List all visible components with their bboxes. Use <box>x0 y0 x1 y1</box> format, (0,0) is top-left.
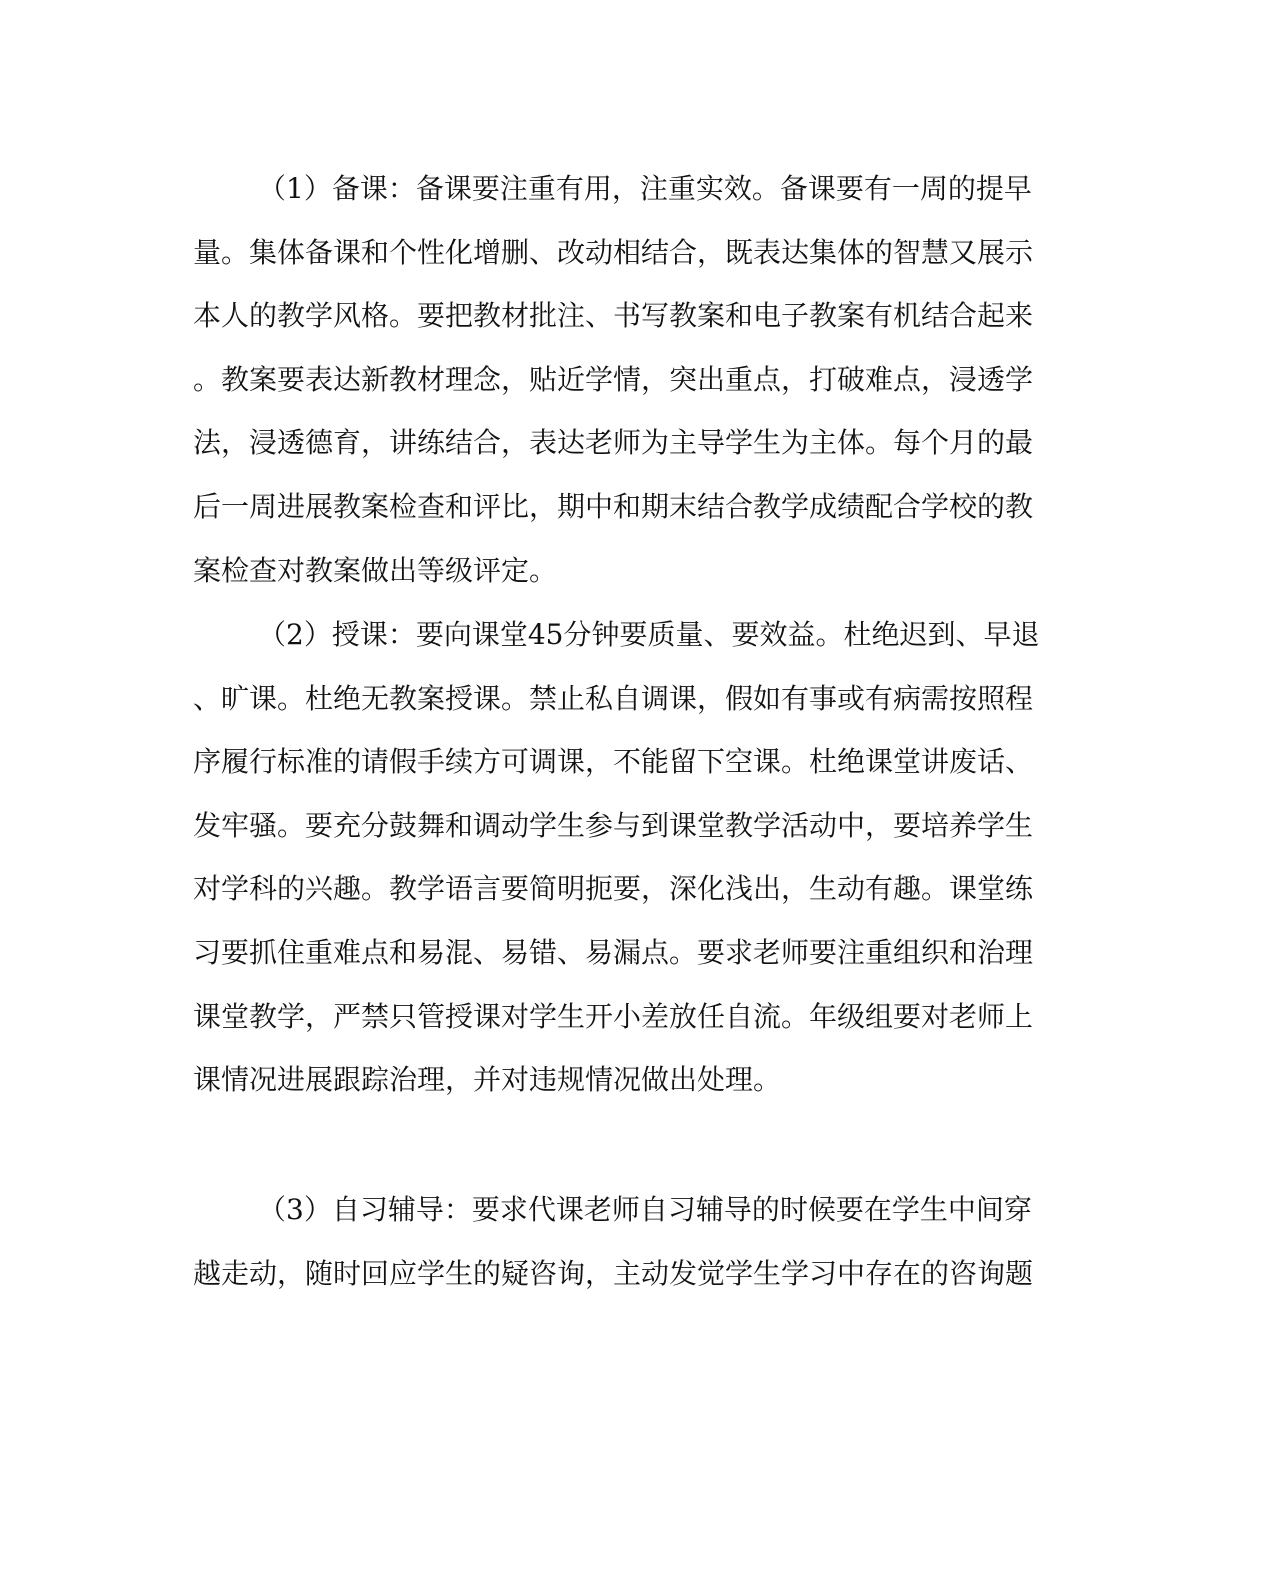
text-line: （3）自习辅导：要求代课老师自习辅导的时候要在学生中间穿 <box>258 1193 1032 1226</box>
text-line: 本人的教学风格。要把教材批注、书写教案和电子教案有机结合起来 <box>193 299 1034 333</box>
text-line: （1）备课：备课要注重有用，注重实效。备课要有一周的提早 <box>258 172 1032 205</box>
text-line: 习要抓住重难点和易混、易错、易漏点。要求老师要注重组织和治理 <box>193 935 1034 969</box>
text-line: 对学科的兴趣。教学语言要简明扼要，深化浅出，生动有趣。课堂练 <box>193 872 1034 906</box>
paragraph-lesson-preparation <box>193 157 1058 602</box>
text-line: 后一周进展教案检查和评比，期中和期末结合教学成绩配合学校的教 <box>193 489 1034 523</box>
text-line: 法，浸透德育，讲练结合，表达老师为主导学生为主体。每个月的最 <box>193 426 1034 460</box>
text-line: 发牢骚。要充分鼓舞和调动学生参与到课堂教学活动中，要培养学生 <box>193 808 1034 842</box>
text-line: 量。集体备课和个性化增删、改动相结合，既表达集体的智慧又展示 <box>193 235 1034 269</box>
text-line: 越走动，随时回应学生的疑咨询，主动发觉学生学习中存在的咨询题 <box>193 1256 1034 1290</box>
text-line: （2）授课：要向课堂45分钟要质量、要效益。杜绝迟到、早退 <box>258 618 1040 651</box>
text-line: 。教案要表达新教材理念，贴近学情，突出重点，打破难点，浸透学 <box>193 362 1034 396</box>
text-line: 课情况进展跟踪治理，并对违规情况做出处理。 <box>193 1063 782 1097</box>
paragraph-teaching <box>193 603 1058 1112</box>
paragraph-self-study <box>193 1178 1058 1305</box>
text-line: 课堂教学，严禁只管授课对学生开小差放任自流。年级组要对老师上 <box>193 999 1034 1033</box>
text-line: 序履行标准的请假手续方可调课，不能留下空课。杜绝课堂讲废话、 <box>193 745 1034 779</box>
text-line: 、旷课。杜绝无教案授课。禁止私自调课，假如有事或有病需按照程 <box>193 681 1034 715</box>
text-line: 案检查对教案做出等级评定。 <box>193 553 558 587</box>
